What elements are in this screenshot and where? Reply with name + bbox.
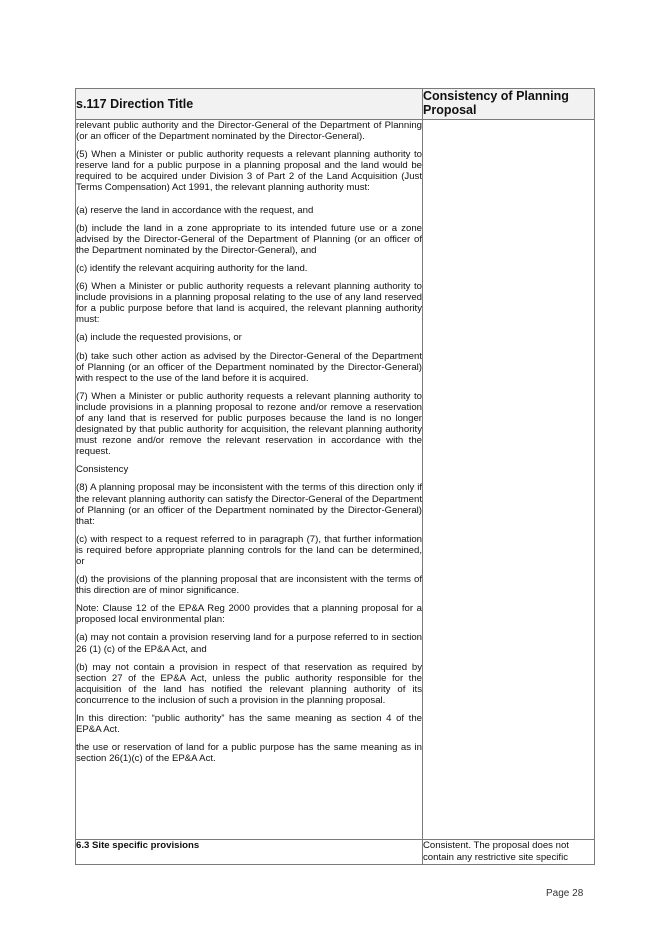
paragraph: (b) include the land in a zone appropriate to its intended future use or a zone advised by the Director-General of the Department of Planning (or an officer of the Department nominated by the Director-General), and <box>76 222 422 256</box>
paragraph: Consistency <box>76 464 129 476</box>
paragraph: (8) A planning proposal may be inconsistent with the terms of this direction only if the relevant planning authority can satisfy the Director-General of the Department of Planning (or an officer of the Department nominated by the Director-General) that: <box>76 482 422 527</box>
direction-text-cell <box>76 120 423 840</box>
table-body-row <box>76 120 595 840</box>
table-header-row <box>76 89 595 120</box>
paragraph: In this direction: “public authority” has the same meaning as section 4 of the EP&A Act. <box>76 713 422 736</box>
section-title-cell <box>76 840 423 865</box>
paragraph: (b) may not contain a provision in respect of that reservation as required by section 27 of the EP&A Act, unless the public authority responsible for the acquisition of the land has notified the relevant planning authority of its concurrence to the inclusion of such a provision in the planning proposal. <box>76 661 422 706</box>
direction-table <box>75 88 595 865</box>
paragraph: relevant public authority and the Director-General of the Department of Planning (or an officer of the Department nominated by the Director-General). <box>76 120 422 143</box>
paragraph: (a) reserve the land in accordance with the request, and <box>76 204 314 216</box>
table-row-site-specific <box>76 840 595 865</box>
paragraph: (c) identify the relevant acquiring authority for the land. <box>76 262 308 274</box>
paragraph: Note: Clause 12 of the EP&A Reg 2000 provides that a planning proposal for a proposed local environmental plan: <box>76 603 422 626</box>
paragraph: (d) the provisions of the planning proposal that are inconsistent with the terms of this direction are of minor significance. <box>76 574 422 597</box>
page-number: Page 28 <box>546 888 584 899</box>
paragraph: (a) may not contain a provision reserving land for a purpose referred to in section 26 (1) (c) of the EP&A Act, and <box>76 632 422 655</box>
header-direction-title: s.117 Direction Title <box>76 89 423 120</box>
header-consistency: Consistency of Planning Proposal <box>423 89 595 120</box>
consistency-cell-empty <box>423 120 595 840</box>
section-title: 6.3 Site specific provisions <box>76 840 200 851</box>
paragraph: the use or reservation of land for a public purpose has the same meaning as in section 26(1)(c) of the EP&A Act. <box>76 742 422 765</box>
paragraph: (5) When a Minister or public authority requests a relevant planning authority to reserve land for a public purpose in a planning proposal and the land would be required to be acquired under Division 3 of Part 2 of the Land Acquisition (Just Terms Compensation) Act 1991, the relevant planning authority must: <box>76 149 422 194</box>
paragraph: (6) When a Minister or public authority requests a relevant planning authority to include provisions in a planning proposal relating to the use of any land reserved for a public purpose before that land is acquired, the relevant planning authority must: <box>76 281 422 326</box>
paragraph: (7) When a Minister or public authority requests a relevant planning authority to include provisions in a planning proposal to rezone and/or remove a reservation of any land that is reserved for public purposes because the land is no longer designated by that public authority for acquisition, the relevant planning authority must rezone and/or remove the relevant reservation in accordance with the request. <box>76 390 422 458</box>
section-consistency-cell: Consistent. The proposal does not contain any restrictive site specific <box>423 840 595 865</box>
paragraph: (a) include the requested provisions, or <box>76 332 242 344</box>
paragraph: (b) take such other action as advised by the Director-General of the Department of Planning (or an officer of the Department nominated by the Director-General) with respect to the use of the land before it is acquired. <box>76 350 422 384</box>
paragraph: (c) with respect to a request referred to in paragraph (7), that further information is required before appropriate planning controls for the land can be determined, or <box>76 533 422 567</box>
